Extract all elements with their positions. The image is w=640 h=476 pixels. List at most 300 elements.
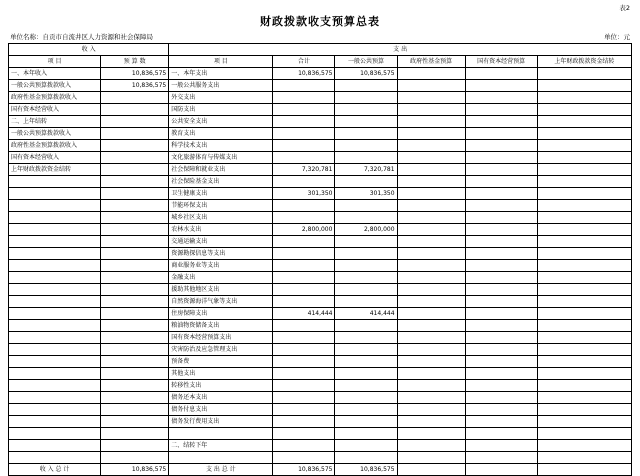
expense-pyc bbox=[537, 380, 631, 392]
expense-gpb bbox=[335, 296, 397, 308]
col-total: 合计 bbox=[273, 56, 335, 68]
expense-gpb bbox=[335, 140, 397, 152]
income-item-label: 一、本年收入 bbox=[9, 68, 101, 80]
expense-gpb bbox=[335, 356, 397, 368]
income-item-value bbox=[101, 188, 169, 200]
expense-pyc bbox=[537, 128, 631, 140]
expense-gfb bbox=[397, 236, 465, 248]
unit-name-value: 自贡市自流井区人力资源和社会保障局 bbox=[42, 33, 153, 41]
expense-total bbox=[273, 212, 335, 224]
expense-gfb bbox=[397, 452, 465, 464]
income-item-label bbox=[9, 200, 101, 212]
income-item-value bbox=[101, 404, 169, 416]
expense-gpb bbox=[335, 452, 397, 464]
expense-scb bbox=[465, 308, 537, 320]
expense-gfb bbox=[397, 224, 465, 236]
expense-total: 7,320,781 bbox=[273, 164, 335, 176]
expense-gfb bbox=[397, 68, 465, 80]
expense-gfb bbox=[397, 272, 465, 284]
income-item-label: 一般公共预算拨款收入 bbox=[9, 128, 101, 140]
expense-pyc bbox=[537, 272, 631, 284]
expense-gfb bbox=[397, 296, 465, 308]
income-item-label bbox=[9, 380, 101, 392]
expense-total bbox=[273, 152, 335, 164]
table-row bbox=[9, 164, 632, 176]
income-item-value bbox=[101, 284, 169, 296]
income-item-label: 二、上年结转 bbox=[9, 116, 101, 128]
col-expense-item: 项 目 bbox=[169, 56, 273, 68]
expense-pyc bbox=[537, 392, 631, 404]
table-row bbox=[9, 68, 632, 80]
expense-item-label: 卫生健康支出 bbox=[169, 188, 273, 200]
expense-pyc bbox=[537, 416, 631, 428]
expense-gfb bbox=[397, 320, 465, 332]
expense-gfb bbox=[397, 80, 465, 92]
expense-gfb bbox=[397, 284, 465, 296]
expense-gfb bbox=[397, 188, 465, 200]
table-row bbox=[9, 116, 632, 128]
expense-pyc bbox=[537, 260, 631, 272]
expense-gfb bbox=[397, 392, 465, 404]
expense-scb bbox=[465, 236, 537, 248]
expense-total bbox=[273, 236, 335, 248]
income-item-value bbox=[101, 92, 169, 104]
expense-scb bbox=[465, 224, 537, 236]
expense-scb bbox=[465, 344, 537, 356]
table-row bbox=[9, 80, 632, 92]
table-row bbox=[9, 428, 632, 440]
expense-total bbox=[273, 416, 335, 428]
col-state-capital-budget: 国有资本经营预算 bbox=[465, 56, 537, 68]
budget-table bbox=[8, 43, 632, 476]
expense-gpb bbox=[335, 440, 397, 452]
expense-gpb bbox=[335, 152, 397, 164]
page-title: 财政拨款收支预算总表 bbox=[260, 15, 380, 28]
expense-item-label: 资源勘探信息等支出 bbox=[169, 248, 273, 260]
expense-total bbox=[273, 200, 335, 212]
expense-total-pyc bbox=[537, 464, 631, 476]
expense-total-gfb bbox=[397, 464, 465, 476]
table-row bbox=[9, 152, 632, 164]
income-item-label: 国有资本经营收入 bbox=[9, 104, 101, 116]
expense-pyc bbox=[537, 308, 631, 320]
table-row bbox=[9, 200, 632, 212]
expense-gfb bbox=[397, 116, 465, 128]
table-row bbox=[9, 176, 632, 188]
expense-gfb bbox=[397, 104, 465, 116]
expense-item-label: 债务付息支出 bbox=[169, 404, 273, 416]
expense-total bbox=[273, 392, 335, 404]
expense-pyc bbox=[537, 344, 631, 356]
income-item-label bbox=[9, 284, 101, 296]
expense-total bbox=[273, 80, 335, 92]
meta-row bbox=[8, 32, 632, 43]
expense-pyc bbox=[537, 104, 631, 116]
income-item-value bbox=[101, 260, 169, 272]
expense-item-label: 教育支出 bbox=[169, 128, 273, 140]
table-row bbox=[9, 212, 632, 224]
amount-unit: 单位：元 bbox=[604, 33, 630, 41]
expense-gfb bbox=[397, 248, 465, 260]
expense-total-value: 10,836,575 bbox=[273, 464, 335, 476]
expense-gpb: 414,444 bbox=[335, 308, 397, 320]
table-row bbox=[9, 260, 632, 272]
expense-gfb bbox=[397, 164, 465, 176]
expense-scb bbox=[465, 68, 537, 80]
expense-item-label: 援助其他地区支出 bbox=[169, 284, 273, 296]
expense-item-label: 债务还本支出 bbox=[169, 392, 273, 404]
income-item-value bbox=[101, 320, 169, 332]
income-item-label bbox=[9, 428, 101, 440]
expense-item-label: 公共安全支出 bbox=[169, 116, 273, 128]
totals-row bbox=[9, 464, 632, 476]
income-item-value bbox=[101, 224, 169, 236]
income-item-value bbox=[101, 200, 169, 212]
income-item-value bbox=[101, 440, 169, 452]
expense-total bbox=[273, 344, 335, 356]
expense-pyc bbox=[537, 152, 631, 164]
expense-item-label: 商业服务业等支出 bbox=[169, 260, 273, 272]
expense-scb bbox=[465, 356, 537, 368]
expense-gfb bbox=[397, 308, 465, 320]
expense-total bbox=[273, 128, 335, 140]
column-header-row bbox=[9, 56, 632, 68]
expense-scb bbox=[465, 392, 537, 404]
expense-gpb bbox=[335, 272, 397, 284]
expense-total: 414,444 bbox=[273, 308, 335, 320]
expense-total bbox=[273, 380, 335, 392]
expense-gpb bbox=[335, 344, 397, 356]
income-item-label bbox=[9, 416, 101, 428]
sheet-tag: 表2 bbox=[619, 4, 630, 12]
expense-gpb: 10,836,575 bbox=[335, 68, 397, 80]
expense-scb bbox=[465, 200, 537, 212]
expense-item-label: 粮油物资储备支出 bbox=[169, 320, 273, 332]
unit-name-label: 单位名称： bbox=[10, 33, 43, 41]
income-item-value bbox=[101, 344, 169, 356]
expense-gfb bbox=[397, 332, 465, 344]
expense-pyc bbox=[537, 224, 631, 236]
expense-gpb: 301,350 bbox=[335, 188, 397, 200]
expense-gpb bbox=[335, 284, 397, 296]
expense-scb bbox=[465, 248, 537, 260]
income-item-value bbox=[101, 368, 169, 380]
table-row bbox=[9, 368, 632, 380]
expense-gfb bbox=[397, 404, 465, 416]
expense-item-label: 自然资源海洋气象等支出 bbox=[169, 296, 273, 308]
income-item-value bbox=[101, 140, 169, 152]
expense-pyc bbox=[537, 212, 631, 224]
expense-gfb bbox=[397, 428, 465, 440]
table-row bbox=[9, 188, 632, 200]
income-item-label bbox=[9, 212, 101, 224]
expense-pyc bbox=[537, 296, 631, 308]
expense-gpb: 7,320,781 bbox=[335, 164, 397, 176]
expense-item-label bbox=[169, 428, 273, 440]
expense-gpb bbox=[335, 128, 397, 140]
expense-scb bbox=[465, 140, 537, 152]
expense-total: 301,350 bbox=[273, 188, 335, 200]
income-item-value bbox=[101, 272, 169, 284]
expense-scb bbox=[465, 380, 537, 392]
expense-item-label: 农林水支出 bbox=[169, 224, 273, 236]
expense-gfb bbox=[397, 416, 465, 428]
income-item-label bbox=[9, 452, 101, 464]
col-gov-fund-budget: 政府性基金预算 bbox=[397, 56, 465, 68]
table-row bbox=[9, 380, 632, 392]
expense-total bbox=[273, 176, 335, 188]
income-item-value bbox=[101, 212, 169, 224]
expense-scb bbox=[465, 128, 537, 140]
expense-item-label: 一般公共服务支出 bbox=[169, 80, 273, 92]
expense-gpb: 2,800,000 bbox=[335, 224, 397, 236]
expense-total bbox=[273, 104, 335, 116]
income-item-value bbox=[101, 296, 169, 308]
expense-gpb bbox=[335, 404, 397, 416]
table-row bbox=[9, 344, 632, 356]
income-item-value bbox=[101, 104, 169, 116]
expense-gpb bbox=[335, 80, 397, 92]
table-row bbox=[9, 92, 632, 104]
table-body bbox=[9, 68, 632, 464]
expense-scb bbox=[465, 368, 537, 380]
table-row bbox=[9, 416, 632, 428]
expense-scb bbox=[465, 212, 537, 224]
expense-item-label: 文化旅游体育与传媒支出 bbox=[169, 152, 273, 164]
expense-item-label: 节能环保支出 bbox=[169, 200, 273, 212]
income-item-value bbox=[101, 116, 169, 128]
expense-total bbox=[273, 332, 335, 344]
col-income-budget: 预 算 数 bbox=[101, 56, 169, 68]
expense-gpb bbox=[335, 176, 397, 188]
expense-gfb bbox=[397, 200, 465, 212]
income-item-value bbox=[101, 356, 169, 368]
group-header-expense: 支 出 bbox=[169, 44, 632, 56]
expense-scb bbox=[465, 116, 537, 128]
income-item-value bbox=[101, 380, 169, 392]
expense-total bbox=[273, 272, 335, 284]
expense-total bbox=[273, 248, 335, 260]
expense-total bbox=[273, 116, 335, 128]
expense-gpb bbox=[335, 104, 397, 116]
expense-scb bbox=[465, 452, 537, 464]
income-item-value bbox=[101, 452, 169, 464]
expense-gfb bbox=[397, 440, 465, 452]
income-item-label: 一般公共预算拨款收入 bbox=[9, 80, 101, 92]
expense-item-label: 社会保障和就业支出 bbox=[169, 164, 273, 176]
expense-scb bbox=[465, 428, 537, 440]
expense-scb bbox=[465, 272, 537, 284]
expense-gpb bbox=[335, 368, 397, 380]
income-item-label: 国有资本经营收入 bbox=[9, 152, 101, 164]
expense-gpb bbox=[335, 116, 397, 128]
expense-scb bbox=[465, 80, 537, 92]
income-item-value bbox=[101, 152, 169, 164]
expense-pyc bbox=[537, 284, 631, 296]
expense-item-label: 转移性支出 bbox=[169, 380, 273, 392]
income-item-label bbox=[9, 272, 101, 284]
expense-total bbox=[273, 296, 335, 308]
income-item-value bbox=[101, 332, 169, 344]
expense-gpb bbox=[335, 236, 397, 248]
table-row bbox=[9, 356, 632, 368]
expense-item-label: 交通运输支出 bbox=[169, 236, 273, 248]
expense-gfb bbox=[397, 368, 465, 380]
income-item-label bbox=[9, 224, 101, 236]
expense-total-scb bbox=[465, 464, 537, 476]
col-general-public-budget: 一般公共预算 bbox=[335, 56, 397, 68]
expense-item-label: 外交支出 bbox=[169, 92, 273, 104]
expense-total bbox=[273, 320, 335, 332]
table-row bbox=[9, 296, 632, 308]
income-item-label bbox=[9, 320, 101, 332]
expense-scb bbox=[465, 152, 537, 164]
expense-item-label: 社会保险基金支出 bbox=[169, 176, 273, 188]
expense-total bbox=[273, 452, 335, 464]
expense-gpb bbox=[335, 212, 397, 224]
expense-gpb bbox=[335, 332, 397, 344]
expense-scb bbox=[465, 284, 537, 296]
expense-total bbox=[273, 140, 335, 152]
expense-gfb bbox=[397, 344, 465, 356]
income-item-label bbox=[9, 344, 101, 356]
expense-pyc bbox=[537, 428, 631, 440]
expense-scb bbox=[465, 164, 537, 176]
expense-pyc bbox=[537, 80, 631, 92]
income-item-label bbox=[9, 332, 101, 344]
expense-scb bbox=[465, 188, 537, 200]
expense-item-label: 灾害防治及应急管理支出 bbox=[169, 344, 273, 356]
expense-gpb bbox=[335, 92, 397, 104]
expense-gfb bbox=[397, 356, 465, 368]
expense-gfb bbox=[397, 92, 465, 104]
expense-pyc bbox=[537, 176, 631, 188]
income-item-label bbox=[9, 368, 101, 380]
expense-pyc bbox=[537, 368, 631, 380]
expense-scb bbox=[465, 320, 537, 332]
col-income-item: 项 目 bbox=[9, 56, 101, 68]
expense-total bbox=[273, 92, 335, 104]
income-item-label bbox=[9, 248, 101, 260]
expense-gpb bbox=[335, 416, 397, 428]
expense-scb bbox=[465, 104, 537, 116]
expense-item-label: 预备费 bbox=[169, 356, 273, 368]
expense-item-label: 其他支出 bbox=[169, 368, 273, 380]
expense-gfb bbox=[397, 260, 465, 272]
expense-gpb bbox=[335, 260, 397, 272]
expense-item-label: 二、结转下年 bbox=[169, 440, 273, 452]
table-row bbox=[9, 320, 632, 332]
expense-item-label: 金融支出 bbox=[169, 272, 273, 284]
income-total-label: 收 入 总 计 bbox=[9, 464, 101, 476]
expense-gpb bbox=[335, 248, 397, 260]
expense-gfb bbox=[397, 152, 465, 164]
income-item-value bbox=[101, 392, 169, 404]
expense-gpb bbox=[335, 392, 397, 404]
expense-pyc bbox=[537, 236, 631, 248]
income-item-label: 上年财政拨款资金结转 bbox=[9, 164, 101, 176]
expense-total bbox=[273, 284, 335, 296]
expense-gfb bbox=[397, 128, 465, 140]
expense-total bbox=[273, 260, 335, 272]
table-row bbox=[9, 128, 632, 140]
expense-total-label: 支 出 总 计 bbox=[169, 464, 273, 476]
expense-pyc bbox=[537, 200, 631, 212]
expense-total-gpb: 10,836,575 bbox=[335, 464, 397, 476]
income-total-value: 10,836,575 bbox=[101, 464, 169, 476]
expense-pyc bbox=[537, 164, 631, 176]
expense-gpb bbox=[335, 380, 397, 392]
expense-pyc bbox=[537, 92, 631, 104]
expense-total: 10,836,575 bbox=[273, 68, 335, 80]
income-item-label bbox=[9, 176, 101, 188]
expense-item-label: 城乡社区支出 bbox=[169, 212, 273, 224]
expense-pyc bbox=[537, 320, 631, 332]
income-item-value bbox=[101, 308, 169, 320]
unit-name-block bbox=[10, 32, 153, 42]
table-row bbox=[9, 308, 632, 320]
expense-pyc bbox=[537, 68, 631, 80]
expense-total bbox=[273, 428, 335, 440]
expense-gpb bbox=[335, 428, 397, 440]
income-item-value bbox=[101, 248, 169, 260]
expense-pyc bbox=[537, 116, 631, 128]
income-item-label bbox=[9, 356, 101, 368]
income-item-label bbox=[9, 260, 101, 272]
expense-gfb bbox=[397, 380, 465, 392]
income-item-label bbox=[9, 440, 101, 452]
income-item-value bbox=[101, 428, 169, 440]
income-item-value bbox=[101, 176, 169, 188]
expense-scb bbox=[465, 404, 537, 416]
income-item-label: 政府性基金预算拨款收入 bbox=[9, 92, 101, 104]
expense-item-label: 住房保障支出 bbox=[169, 308, 273, 320]
col-prior-year-carryover: 上年财政拨款资金结转 bbox=[537, 56, 631, 68]
expense-total bbox=[273, 440, 335, 452]
expense-gfb bbox=[397, 176, 465, 188]
income-item-value bbox=[101, 236, 169, 248]
expense-scb bbox=[465, 416, 537, 428]
expense-item-label bbox=[169, 452, 273, 464]
expense-item-label: 一、本年支出 bbox=[169, 68, 273, 80]
table-row bbox=[9, 140, 632, 152]
expense-item-label: 科学技术支出 bbox=[169, 140, 273, 152]
expense-pyc bbox=[537, 452, 631, 464]
expense-item-label: 国防支出 bbox=[169, 104, 273, 116]
expense-pyc bbox=[537, 248, 631, 260]
expense-pyc bbox=[537, 188, 631, 200]
expense-item-label: 债务发行费用支出 bbox=[169, 416, 273, 428]
expense-scb bbox=[465, 176, 537, 188]
expense-gpb bbox=[335, 200, 397, 212]
expense-scb bbox=[465, 296, 537, 308]
income-item-value: 10,836,575 bbox=[101, 80, 169, 92]
income-item-value bbox=[101, 164, 169, 176]
table-row bbox=[9, 236, 632, 248]
expense-item-label: 国有资本经营预算支出 bbox=[169, 332, 273, 344]
expense-total bbox=[273, 368, 335, 380]
income-item-label: 政府性基金预算拨款收入 bbox=[9, 140, 101, 152]
table-row bbox=[9, 284, 632, 296]
expense-scb bbox=[465, 92, 537, 104]
table-row bbox=[9, 332, 632, 344]
table-row bbox=[9, 104, 632, 116]
table-row bbox=[9, 224, 632, 236]
table-row bbox=[9, 452, 632, 464]
group-header-income: 收 入 bbox=[9, 44, 169, 56]
table-row bbox=[9, 248, 632, 260]
expense-total: 2,800,000 bbox=[273, 224, 335, 236]
